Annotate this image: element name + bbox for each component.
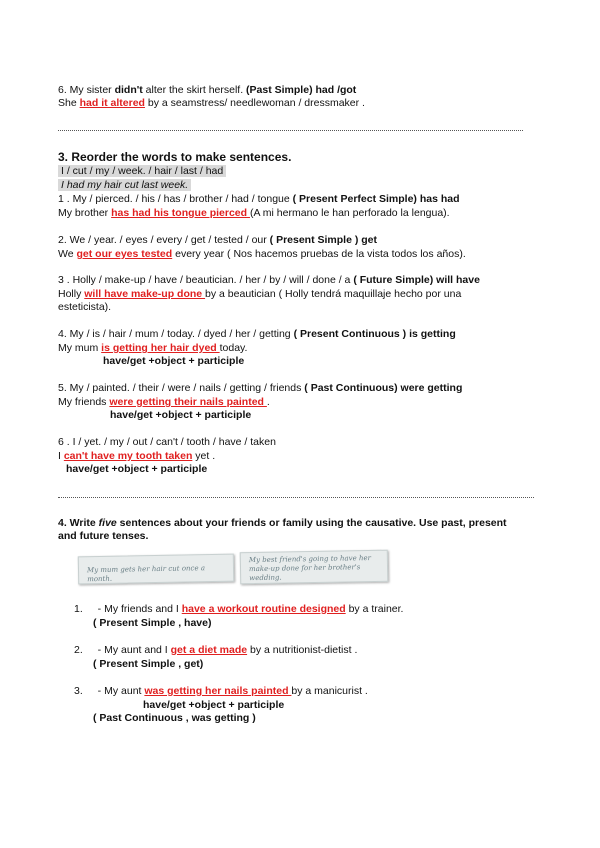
text: Holly bbox=[58, 288, 85, 300]
text: by a beautician ( Holly tendrá maquillaje hecho por una bbox=[205, 288, 462, 300]
list-number: 1. bbox=[74, 603, 83, 615]
tense-hint: (Past Simple) had /got bbox=[246, 84, 357, 96]
example-note-1 bbox=[78, 554, 234, 585]
text: every year ( Nos hacemos pruebas de la vista todos los años). bbox=[172, 248, 466, 260]
note-text: make-up done for her brother's wedding. bbox=[248, 563, 361, 583]
s3-item2-answer bbox=[58, 248, 466, 261]
s3-item6-formula: have/get +object + participle bbox=[66, 463, 208, 475]
answer: have a workout routine designed bbox=[181, 603, 346, 615]
section4-title-line2: and future tenses. bbox=[58, 530, 149, 542]
answer: were getting their nails painted bbox=[109, 396, 267, 408]
text: . bbox=[266, 396, 270, 408]
list-number: 2. bbox=[74, 644, 83, 656]
example-note-2 bbox=[240, 550, 389, 585]
s4-item2-tense: ( Present Simple , get) bbox=[93, 658, 204, 670]
text: by a manicurist . bbox=[291, 685, 368, 697]
tense-hint: ( Present Continuous ) is getting bbox=[293, 328, 456, 340]
s3-item3-answer-line2: esteticista). bbox=[58, 301, 112, 313]
divider bbox=[58, 497, 534, 498]
text-bold: didn't bbox=[114, 84, 143, 96]
text: - My aunt and I bbox=[94, 644, 171, 656]
answer: get a diet made bbox=[170, 644, 248, 656]
prev-item6-question bbox=[58, 84, 356, 97]
s4-item2 bbox=[74, 644, 357, 657]
s3-item5-question bbox=[58, 382, 462, 395]
note-text: My mum gets her hair cut once a month. bbox=[86, 564, 206, 584]
text: My mum bbox=[58, 342, 102, 354]
answer: can't have my tooth taken bbox=[63, 450, 193, 462]
tense-hint: ( Future Simple) will have bbox=[353, 274, 480, 286]
s3-item5-answer bbox=[58, 396, 270, 409]
answer: is getting her hair dyed bbox=[101, 342, 220, 354]
example-words-text: I / cut / my / week. / hair / last / had bbox=[58, 165, 226, 177]
s3-item4-formula: have/get +object + participle bbox=[103, 355, 245, 367]
answer: has had his tongue pierced bbox=[111, 207, 250, 219]
text: I bbox=[58, 450, 64, 462]
text: 1 . My / pierced. / his / has / brother / had / tongue bbox=[58, 193, 293, 205]
section4-title bbox=[58, 517, 507, 530]
text: yet . bbox=[192, 450, 216, 462]
text: by a seamstress/ needlewoman / dressmaker . bbox=[144, 97, 365, 109]
s4-item3-formula: have/get +object + participle bbox=[143, 699, 285, 711]
text: 5. My / painted. / their / were / nails / getting / friends bbox=[58, 382, 305, 394]
s4-item1-tense: ( Present Simple , have) bbox=[93, 617, 212, 629]
text: - My aunt bbox=[94, 685, 145, 697]
text-italic: five bbox=[98, 517, 117, 529]
s3-item3-question bbox=[58, 274, 480, 287]
list-number: 3. bbox=[74, 685, 83, 697]
answer: get our eyes tested bbox=[76, 248, 173, 260]
s3-item3-answer bbox=[58, 288, 461, 301]
note-text: My best friend's going to have her bbox=[248, 554, 371, 565]
s3-item6-answer bbox=[58, 450, 215, 463]
answer: was getting her nails painted bbox=[144, 685, 292, 697]
tense-hint: ( Present Simple ) get bbox=[269, 234, 378, 246]
text: 2. We / year. / eyes / every / get / tested / our bbox=[58, 234, 270, 246]
s3-item1-question bbox=[58, 193, 460, 206]
prev-item6-answer bbox=[58, 97, 365, 110]
example-words bbox=[58, 165, 226, 178]
tense-hint: ( Present Perfect Simple) has had bbox=[292, 193, 460, 205]
text: 6. My sister bbox=[58, 84, 115, 96]
text: alter the skirt herself. bbox=[142, 84, 247, 96]
text: by a trainer. bbox=[345, 603, 404, 615]
answer: will have make-up done bbox=[84, 288, 206, 300]
text: 3 . Holly / make-up / have / beautician. / her / by / will / done / a bbox=[58, 274, 354, 286]
text: by a nutritionist-dietist . bbox=[247, 644, 358, 656]
text: - My friends and I bbox=[94, 603, 182, 615]
divider bbox=[58, 130, 523, 131]
text: 4. My / is / hair / mum / today. / dyed / her / getting bbox=[58, 328, 294, 340]
s4-item3-tense: ( Past Continuous , was getting ) bbox=[93, 712, 256, 724]
s3-item4-question bbox=[58, 328, 456, 341]
text: We bbox=[58, 248, 77, 260]
s3-item6-question bbox=[58, 436, 276, 449]
text: My friends bbox=[58, 396, 110, 408]
answer: had it altered bbox=[79, 97, 145, 109]
text: today. bbox=[219, 342, 248, 354]
s3-item5-formula: have/get +object + participle bbox=[110, 409, 252, 421]
s3-item4-answer bbox=[58, 342, 247, 355]
tense-hint: ( Past Continuous) were getting bbox=[304, 382, 463, 394]
text: My brother bbox=[58, 207, 112, 219]
s4-item3 bbox=[74, 685, 368, 698]
text: (A mi hermano le han perforado la lengua). bbox=[249, 207, 450, 219]
text: She bbox=[58, 97, 80, 109]
s3-item2-question bbox=[58, 234, 377, 247]
text: 4. Write bbox=[58, 517, 99, 529]
s4-item1 bbox=[74, 603, 403, 616]
text: sentences about your friends or family using the causative. Use past, present bbox=[116, 517, 507, 529]
s3-item1-answer bbox=[58, 207, 450, 220]
section3-title: 3. Reorder the words to make sentences. bbox=[58, 150, 292, 164]
text: 6 . I / yet. / my / out / can't / tooth / have / taken bbox=[58, 436, 276, 448]
example-answer bbox=[58, 179, 191, 192]
example-answer-text: I had my hair cut last week. bbox=[58, 179, 191, 191]
